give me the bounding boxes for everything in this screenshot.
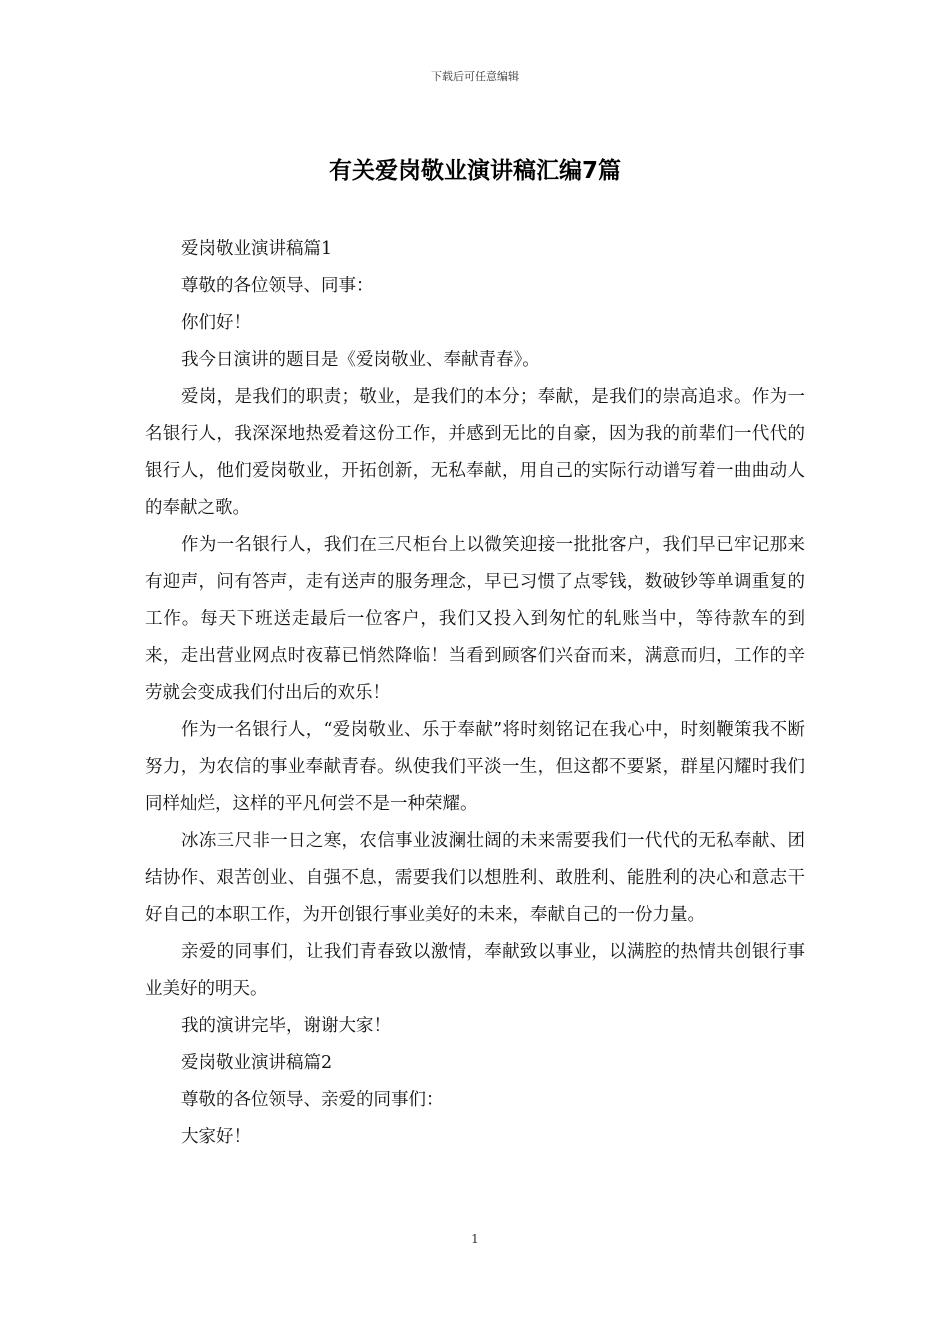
paragraph: 我的演讲完毕，谢谢大家！ xyxy=(181,1016,391,1036)
paragraph: 作为一名银行人，我们在三尺柜台上以微笑迎接一批批客户，我们早已牢记那来有迎声，问有答声，走有送声的服务理念，早已习惯了点零钱，数破钞等单调重复的工作。每天下班送走最后一位客户，我们又投入到匆忙的轧账当中，等待款车的到来，走出营业网点时夜幕已悄然降临！当看到顾客们兴奋而来，满意而归，工作的辛劳就会变成我们付出后的欢乐！ xyxy=(145,535,805,703)
paragraph: 爱岗敬业演讲稿篇1 xyxy=(181,239,333,259)
paragraph: 你们好！ xyxy=(181,313,251,333)
document-title: 有关爱岗敬业演讲稿汇编7篇 xyxy=(328,158,621,184)
page-number: 1 xyxy=(471,1232,479,1246)
paragraph: 尊敬的各位领导、同事： xyxy=(181,276,374,296)
paragraph: 我今日演讲的题目是《爱岗敬业、奉献青春》。 xyxy=(181,350,540,370)
document-body xyxy=(145,231,805,1156)
paragraph: 尊敬的各位领导、亲爱的同事们： xyxy=(181,1090,444,1110)
paragraph: 作为一名银行人，“爱岗敬业、乐于奉献”将时刻铭记在我心中，时刻鞭策我不断努力，为农信的事业奉献青春。纵使我们平淡一生，但这都不要紧，群星闪耀时我们同样灿烂，这样的平凡何尝不是一种荣耀。 xyxy=(145,720,805,814)
paragraph: 大家好！ xyxy=(181,1127,251,1147)
paragraph: 爱岗，是我们的职责；敬业，是我们的本分；奉献，是我们的崇高追求。作为一名银行人，我深深地热爱着这份工作，并感到无比的自豪，因为我的前辈们一代代的银行人，他们爱岗敬业，开拓创新，无私奉献，用自己的实际行动谱写着一曲曲动人的奉献之歌。 xyxy=(145,387,805,518)
paragraph: 亲爱的同事们，让我们青春致以激情，奉献致以事业，以满腔的热情共创银行事业美好的明天。 xyxy=(145,942,805,999)
paragraph: 冰冻三尺非一日之寒，农信事业波澜壮阔的未来需要我们一代代的无私奉献、团结协作、艰苦创业、自强不息，需要我们以想胜利、敢胜利、能胜利的决心和意志干好自己的本职工作，为开创银行事业美好的未来，奉献自己的一份力量。 xyxy=(145,831,805,925)
paragraph: 爱岗敬业演讲稿篇2 xyxy=(181,1053,333,1073)
header-note: 下载后可任意编辑 xyxy=(431,70,519,83)
